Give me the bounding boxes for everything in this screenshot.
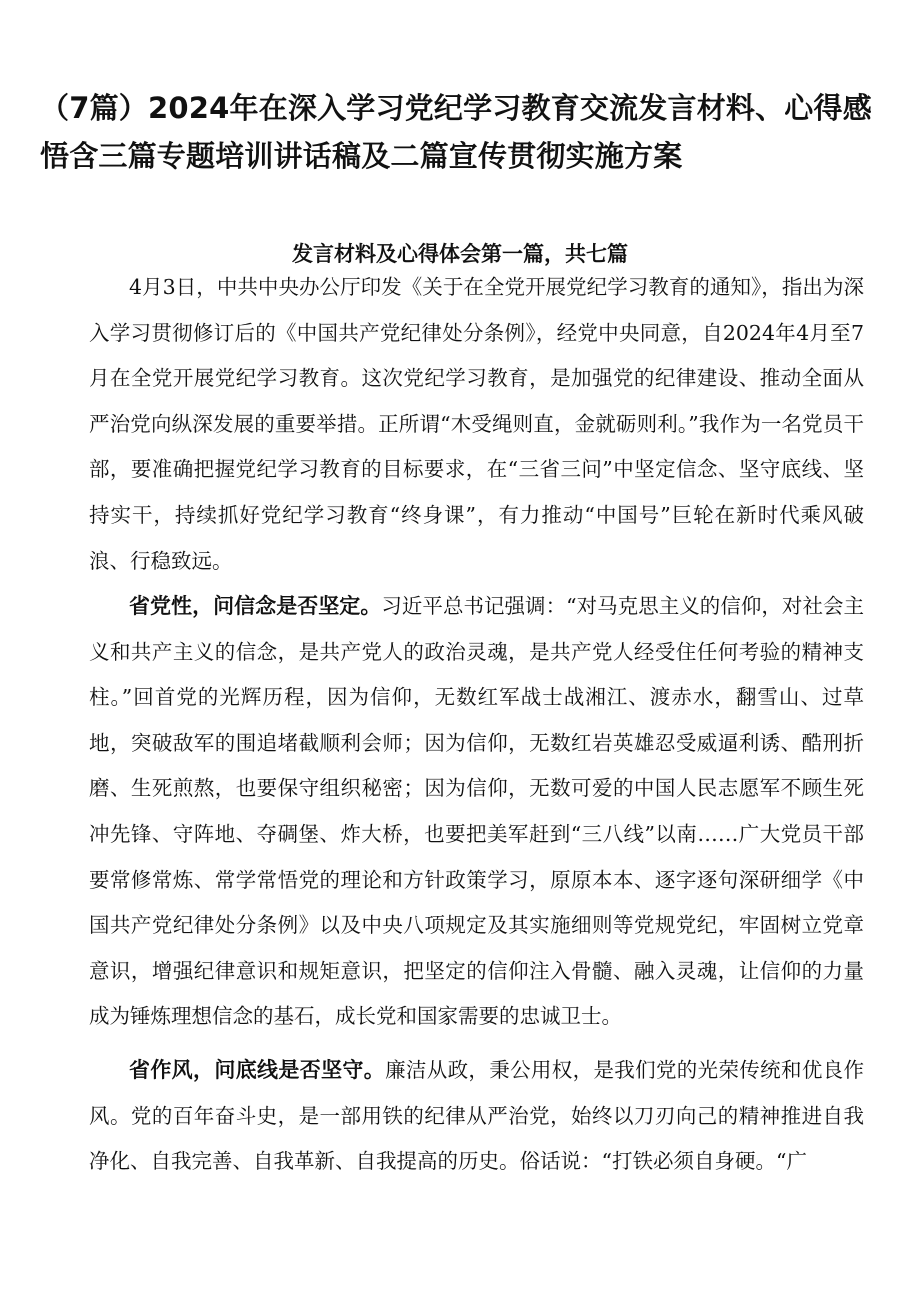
paragraph-lead-heading: 省党性，问信念是否坚定。 bbox=[129, 594, 382, 618]
document-title: （7篇）2024年在深入学习党纪学习教育交流发言材料、心得感悟含三篇专题培训讲话稿及二篇宣传贯彻实施方案 bbox=[40, 91, 872, 173]
paragraph-lead-heading: 省作风，问底线是否坚守。 bbox=[129, 1058, 386, 1082]
paragraph-text: 廉洁从政，秉公用权，是我们党的光荣传统和优良作风。党的百年奋斗史，是一部用铁的纪律从严治党，始终以刀刃向己的精神推进自我净化、自我完善、自我革新、自我提高的历史。俗话说：“打铁必须自身硬。“广 bbox=[89, 1058, 865, 1174]
section-heading: 发言材料及心得体会第一篇，共七篇 bbox=[292, 242, 628, 266]
paragraph-party-spirit bbox=[89, 584, 864, 1040]
paragraph-work-style bbox=[89, 1048, 864, 1185]
paragraph-text: 4月3日，中共中央办公厅印发《关于在全党开展党纪学习教育的通知》，指出为深入学习贯彻修订后的《中国共产党纪律处分条例》，经党中央同意，自2024年4月至7月在全党开展党纪学习教育。这次党纪学习教育，是加强党的纪律建设、推动全面从严治党向纵深发展的重要举措。正所谓“木受绳则直，金就砺则利。”我作为一名党员干部，要准确把握党纪学习教育的目标要求，在“三省三问”中坚定信念、坚守底线、坚持实干，持续抓好党纪学习教育“终身课”，有力推动“中国号”巨轮在新时代乘风破浪、行稳致远。 bbox=[89, 275, 864, 573]
paragraph-text: 习近平总书记强调：“对马克思主义的信仰，对社会主义和共产主义的信念，是共产党人的政治灵魂，是共产党人经受住任何考验的精神支柱。”回首党的光辉历程，因为信仰，无数红军战士战湘江、渡赤水，翻雪山、过草地，突破敌军的围追堵截顺利会师；因为信仰，无数红岩英雄忍受威逼利诱、酷刑折磨、生死煎熬，也要保守组织秘密；因为信仰，无数可爱的中国人民志愿军不顾生死冲先锋、守阵地、夺碉堡、炸大桥，也要把美军赶到“三八线”以南……广大党员干部要常修常炼、常学常悟党的理论和方针政策学习，原原本本、逐字逐句深研细学《中国共产党纪律处分条例》以及中央八项规定及其实施细则等党规党纪，牢固树立党章意识，增强纪律意识和规矩意识，把坚定的信仰注入骨髓、融入灵魂，让信仰的力量成为锤炼理想信念的基石，成长党和国家需要的忠诚卫士。 bbox=[89, 594, 865, 1029]
paragraph-intro bbox=[89, 265, 864, 584]
